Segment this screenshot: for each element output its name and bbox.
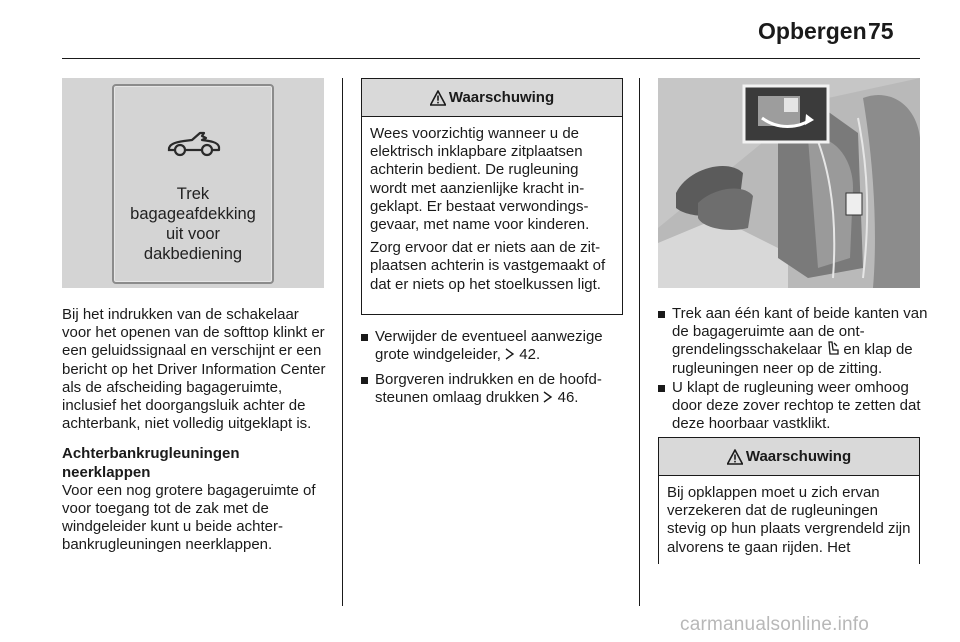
warning-title: Waarschuwing (448, 89, 555, 106)
display-message-illustration (62, 78, 324, 288)
page-reference[interactable]: 46. (557, 389, 579, 407)
convertible-car-icon (166, 130, 222, 158)
list-item (658, 379, 936, 434)
warning-box-2 (658, 437, 920, 564)
watermark: carmanualsonline.info (680, 614, 870, 635)
section-heading-line2: neerklappen (62, 463, 151, 481)
page-reference[interactable]: 42. (519, 346, 541, 364)
page-title: Opbergen (758, 18, 867, 44)
warning-triangle-icon (430, 90, 446, 106)
display-line: uit voor (165, 225, 221, 243)
column-rule-2 (639, 78, 640, 606)
warning-body (362, 117, 622, 294)
intro-paragraph: Bij het indrukken van de schakelaar voor het openen van de softtop klinkt er een geluidssignaal en verschijnt er een bericht op het Driver Information Center als de afscheiding bagageruimte, inclusief het doorgangsluik achter de achterbank, niet volledig uitgeklapt is. (62, 306, 326, 433)
section-body: Voor een nog grotere bagageruimte of voor toegang tot de zak met de windgeleider kunt u beide achterbankrugleuningen neerklappen. (62, 481, 316, 554)
page-reference-arrow-icon (543, 391, 553, 403)
bullet-text: Verwijder de eventueel aanwezige grote windgeleider, (375, 328, 603, 364)
bullet-text: U klapt de rugleuning weer omhoog door deze zover rechtop te zetten dat deze hoorbaar vastklikt. (672, 379, 921, 433)
bullet-text: en klap de rugleuningen neer op de zitting. (672, 341, 913, 377)
warning-box-1 (361, 78, 623, 315)
rear-seat-release-photo (658, 78, 920, 288)
warning-paragraph: Zorg ervoor dat er niets aan de zitplaatsen achterin is vastgemaakt of dat er niets op het stoelkussen ligt. (370, 239, 606, 293)
section-heading (62, 445, 326, 481)
section-heading-line1: Achterbankrugleuningen (62, 445, 240, 463)
page-number: 75 (868, 18, 894, 44)
warning-triangle-icon (727, 449, 743, 465)
header-rule (62, 58, 920, 59)
display-line: Trek (176, 185, 210, 203)
list-item (361, 371, 635, 407)
warning-header (362, 79, 622, 117)
warning-header (659, 438, 919, 476)
display-line: dakbediening (143, 245, 243, 263)
left-column-text (62, 306, 326, 555)
column-rule-1 (342, 78, 343, 606)
display-message-text (114, 184, 272, 264)
list-item (658, 305, 936, 378)
warning-paragraph: Bij opklappen moet u zich ervan verzekeren dat de rugleuningen stevig op hun plaats vergrendeld zijn alvorens te gaan rijden. Het (667, 484, 911, 556)
bullet-text: Borgveren indrukken en de hoofdsteunen omlaag drukken (375, 371, 602, 407)
display-message-card (112, 84, 274, 284)
seat-release-switch-icon (826, 341, 839, 356)
warning-paragraph: Wees voorzichtig wanneer u de elektrisch inklapbare zitplaatsen achterin bedient. De rugleuning wordt met aanzienlijke kracht ingeklapt. Er bestaat verwondingsgevaar, met name voor kinderen. (370, 125, 590, 234)
warning-title: Waarschuwing (745, 448, 852, 465)
display-line: bagageafdekking (130, 205, 256, 223)
warning-body (659, 476, 919, 557)
list-item (361, 328, 635, 364)
page-reference-arrow-icon (505, 348, 515, 360)
bullet-text: Trek aan één kant of beide kanten van de bagageruimte aan de ontgrendelingsschakelaar (672, 305, 928, 359)
